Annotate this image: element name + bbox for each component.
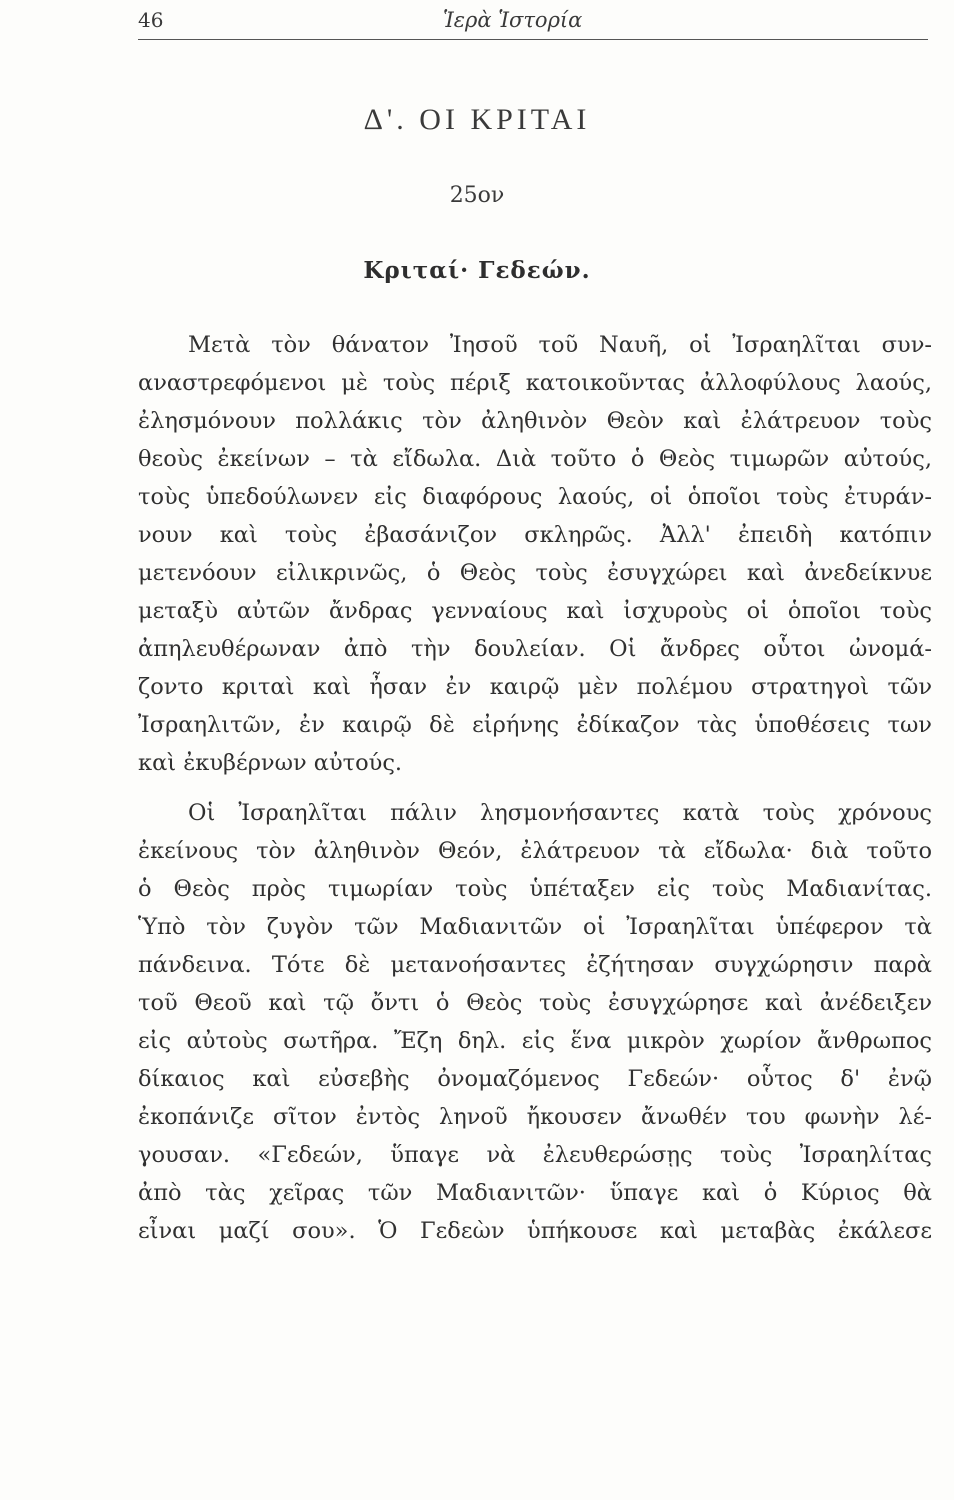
page-number: 46 [138, 8, 164, 32]
text-line: ζοντο κριταὶ καὶ ἦσαν ἐν καιρῷ μὲν πολέμου στρατηγοὶ τῶν [138, 674, 932, 700]
text-line: ἐκοπάνιζε σῖτον ἐντὸς ληνοῦ ἤκουσεν ἄνωθέν του φωνὴν λέ- [138, 1104, 932, 1130]
section-title: Κριταί· Γεδεών. [363, 257, 591, 284]
text-line: νουν καὶ τοὺς ἐβασάνιζον σκληρῶς. Ἀλλ' ἐπειδὴ κατόπιν [138, 522, 932, 548]
text-line: Μετὰ τὸν θάνατον Ἰησοῦ τοῦ Ναυῆ, οἱ Ἰσραηλῖται συν- [188, 332, 932, 358]
text-line: μεταξὺ αὐτῶν ἄνδρας γενναίους καὶ ἰσχυροὺς οἱ ὁποῖοι τοὺς [138, 598, 932, 624]
text-line: ἀπὸ τὰς χεῖρας τῶν Μαδιανιτῶν· ὕπαγε καὶ ὁ Κύριος θὰ [138, 1180, 932, 1206]
chapter-heading: Δ'. ΟΙ ΚΡΙΤΑΙ [363, 103, 591, 136]
lesson-number: 25ον [449, 183, 505, 208]
text-line: Ὑπὸ τὸν ζυγὸν τῶν Μαδιανιτῶν οἱ Ἰσραηλῖται ὑπέφερον τὰ [138, 914, 932, 940]
text-line: εἶναι μαζί σου». Ὁ Γεδεὼν ὑπήκουσε καὶ μεταβὰς ἐκάλεσε [138, 1218, 932, 1244]
running-head [138, 8, 928, 38]
text-line: τοῦ Θεοῦ καὶ τῷ ὄντι ὁ Θεὸς τοὺς ἐσυγχώρησε καὶ ἀνέδειξεν [138, 990, 932, 1016]
text-line: ἐλησμόνουν πολλάκις τὸν ἀληθινὸν Θεὸν καὶ ἐλάτρευον τοὺς [138, 408, 932, 434]
text-line: ἐκείνους τὸν ἀληθινὸν Θεόν, ἐλάτρευον τὰ εἴδωλα· διὰ τοῦτο [138, 838, 932, 864]
text-line: πάνδεινα. Τότε δὲ μετανοήσαντες ἐζήτησαν συγχώρησιν παρὰ [138, 952, 932, 978]
text-line: ὁ Θεὸς πρὸς τιμωρίαν τοὺς ὑπέταξεν εἰς τοὺς Μαδιανίτας. [138, 876, 932, 902]
text-line: τοὺς ὑπεδούλωνεν εἰς διαφόρους λαούς, οἱ ὁποῖοι τοὺς ἐτυράν- [138, 484, 932, 510]
text-line: Ἰσραηλιτῶν, ἐν καιρῷ δὲ εἰρήνης ἐδίκαζον τὰς ὑποθέσεις των [138, 712, 932, 738]
text-line: δίκαιος καὶ εὐσεβὴς ὀνομαζόμενος Γεδεών· οὗτος δ' ἐνῷ [138, 1066, 932, 1092]
running-title: Ἱερὰ Ἱστορία [443, 8, 583, 32]
text-line: αναστρεφόμενοι μὲ τοὺς πέριξ κατοικοῦντας ἀλλοφύλους λαούς, [138, 370, 932, 396]
text-line: γουσαν. «Γεδεών, ὕπαγε νὰ ἐλευθερώσῃς τοὺς Ἰσραηλίτας [138, 1142, 932, 1168]
text-line: εἰς αὐτοὺς σωτῆρα. Ἔζη δηλ. εἰς ἕνα μικρὸν χωρίον ἄνθρωπος [138, 1028, 932, 1054]
text-line: καὶ ἐκυβέρνων αὐτούς. [138, 750, 403, 776]
text-line: θεοὺς ἐκείνων – τὰ εἴδωλα. Διὰ τοῦτο ὁ Θεὸς τιμωρῶν αὐτούς, [138, 446, 932, 472]
text-line: ἀπηλευθέρωναν ἀπὸ τὴν δουλείαν. Οἱ ἄνδρες οὗτοι ὠνομά- [138, 636, 932, 662]
text-line: Οἱ Ἰσραηλῖται πάλιν λησμονήσαντες κατὰ τοὺς χρόνους [188, 800, 932, 826]
text-line: μετενόουν εἰλικρινῶς, ὁ Θεὸς τοὺς ἐσυγχώρει καὶ ἀνεδείκνυε [138, 560, 932, 586]
header-rule [138, 39, 928, 40]
